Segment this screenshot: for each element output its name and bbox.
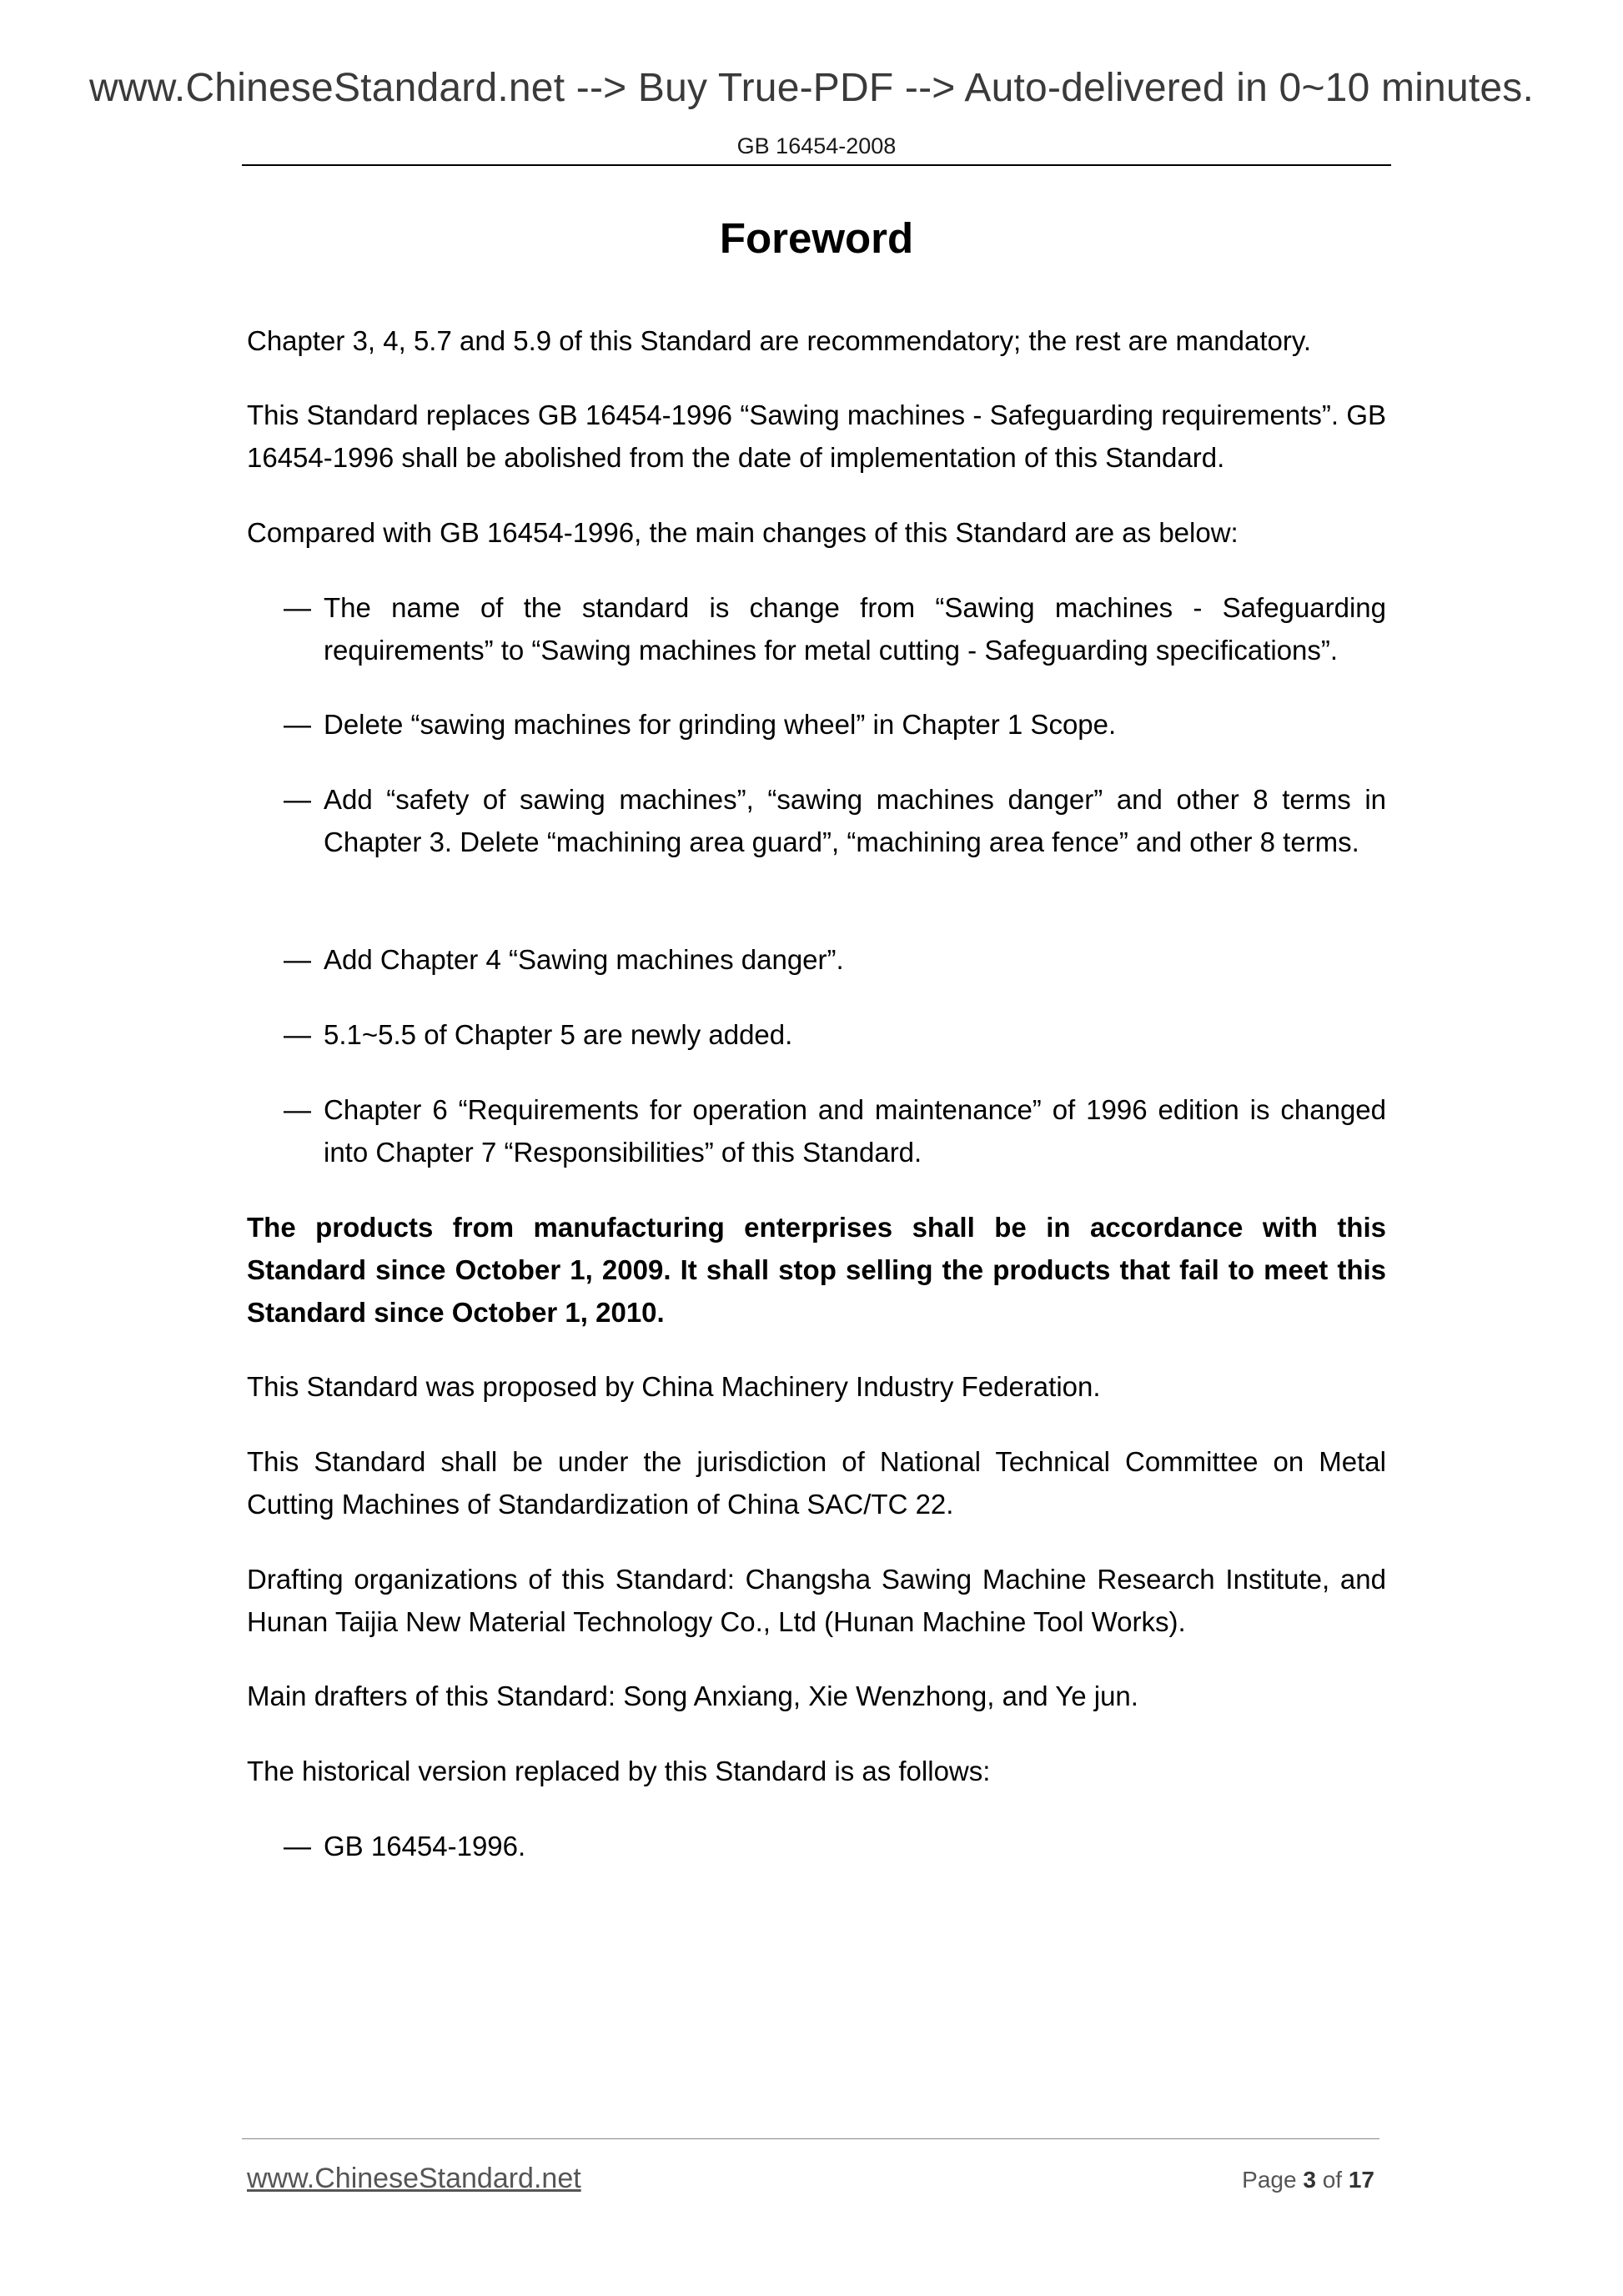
paragraph-changes-intro: Compared with GB 16454-1996, the main changes of this Standard are as below:	[247, 517, 1239, 548]
list-item	[284, 778, 1386, 863]
paragraph-applicability: Chapter 3, 4, 5.7 and 5.9 of this Standard are recommendatory; the rest are mandatory.	[247, 325, 1312, 356]
list-item-text: Chapter 6 “Requirements for operation and maintenance” of 1996 edition is changed into Chapter 7 “Responsibilities” of this Standard.	[324, 1094, 1386, 1168]
list-item	[284, 586, 1386, 671]
list-item	[284, 1825, 1386, 1867]
page-total: 17	[1348, 2167, 1374, 2193]
dash-bullet: —	[284, 709, 311, 740]
list-item-text: Add Chapter 4 “Sawing machines danger”.	[324, 944, 844, 975]
header-divider	[242, 164, 1391, 166]
paragraph-proposed-by: This Standard was proposed by China Machinery Industry Federation.	[247, 1371, 1101, 1402]
dash-bullet: —	[284, 1831, 311, 1861]
paragraph-jurisdiction: This Standard shall be under the jurisdiction of National Technical Committee on Metal Cutting Machines of Standardization of China SAC/TC 22.	[247, 1446, 1386, 1520]
page-of: of	[1322, 2167, 1343, 2193]
paragraph-drafting-organizations: Drafting organizations of this Standard: Changsha Sawing Machine Research Institute, and Hunan Taijia New Material Technology Co., Ltd (Hunan Machine Tool Works).	[247, 1564, 1386, 1637]
list-item	[284, 703, 1386, 746]
dash-bullet: —	[284, 944, 311, 975]
list-item	[284, 1013, 1386, 1056]
list-item	[284, 938, 1386, 981]
footer-divider	[242, 2138, 1379, 2139]
dash-bullet: —	[284, 1019, 311, 1050]
header-standard-code: GB 16454-2008	[736, 133, 897, 158]
list-item-text: 5.1~5.5 of Chapter 5 are newly added.	[324, 1019, 793, 1050]
page-current: 3	[1303, 2167, 1316, 2193]
dash-bullet: —	[284, 1094, 311, 1125]
list-item-text: Delete “sawing machines for grinding wheel” in Chapter 1 Scope.	[324, 709, 1117, 740]
paragraph-replaces: This Standard replaces GB 16454-1996 “Sawing machines - Safeguarding requirements”. GB 16454-1996 shall be abolished from the date of implementation of this Standard.	[247, 399, 1386, 473]
page-number	[1242, 2167, 1374, 2193]
top-banner: www.ChineseStandard.net --> Buy True-PDF --> Auto-delivered in 0~10 minutes.	[88, 66, 1535, 110]
list-item	[284, 1088, 1386, 1173]
list-item-text: GB 16454-1996.	[324, 1831, 526, 1861]
page-prefix: Page	[1242, 2167, 1297, 2193]
footer-website-link[interactable]: www.ChineseStandard.net	[247, 2163, 581, 2194]
paragraph-effective-dates: The products from manufacturing enterprises shall be in accordance with this Standard since October 1, 2009. It shall stop selling the products that fail to meet this Standard since October 1, 2010.	[247, 1212, 1386, 1328]
list-item-text: Add “safety of sawing machines”, “sawing machines danger” and other 8 terms in Chapter 3. Delete “machining area guard”, “machining area fence” and other 8 terms.	[324, 784, 1386, 857]
paragraph-main-drafters: Main drafters of this Standard: Song Anxiang, Xie Wenzhong, and Ye jun.	[247, 1681, 1138, 1711]
list-item-text: The name of the standard is change from “Sawing machines - Safeguarding requirements” to “Sawing machines for metal cutting - Safeguarding specifications”.	[324, 592, 1386, 666]
paragraph-historical-intro: The historical version replaced by this Standard is as follows:	[247, 1756, 991, 1786]
dash-bullet: —	[284, 592, 311, 623]
page-title: Foreword	[719, 214, 914, 262]
dash-bullet: —	[284, 784, 311, 815]
